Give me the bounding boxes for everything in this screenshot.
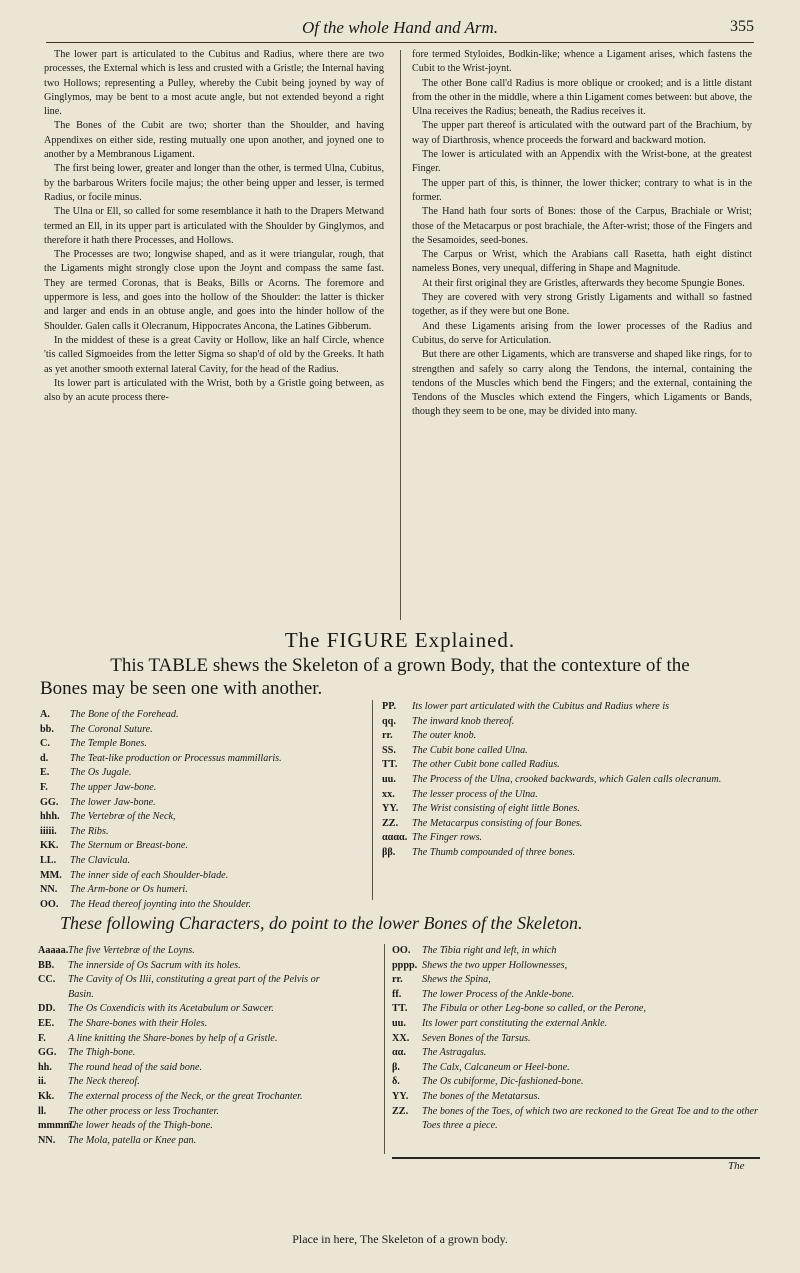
legend-text: The bones of the Toes, of which two are reckoned to the Great Toe and to the other Toes three a piece. [422, 1105, 758, 1132]
legend-text: The outer knob. [412, 730, 477, 742]
legend-key: β. [392, 1061, 400, 1073]
legend-key: E. [40, 767, 50, 779]
legend-entry [38, 959, 348, 974]
legend-key: qq. [382, 715, 396, 727]
section-heading: These following Characters, do point to the lower Bones of the Skeleton. [60, 913, 583, 933]
legend-key: ZZ. [382, 817, 399, 829]
legend-key: C. [40, 738, 50, 750]
legend-divider [372, 700, 373, 900]
legend-text: The Mola, patella or Knee pan. [68, 1134, 197, 1146]
legend-text: The inner side of each Shoulder-blade. [70, 869, 229, 881]
legend-text: The innerside of Os Sacrum with its holes. [68, 959, 241, 971]
legend-text: The bones of the Metatarsus. [422, 1090, 540, 1102]
legend-entry [38, 944, 348, 959]
figure-subtitle-continued: Bones may be seen one with another. [40, 678, 323, 699]
legend-key: LL. [40, 854, 57, 866]
legend-text: The Os Jugale. [70, 767, 132, 779]
legend-text: The round head of the said bone. [68, 1061, 203, 1073]
legend-key: NN. [38, 1134, 56, 1146]
legend-text: Its lower part articulated with the Cubitus and Radius where is [412, 701, 670, 712]
legend-entry [382, 744, 762, 759]
legend-key: δ. [392, 1076, 400, 1088]
legend-key: bb. [40, 723, 54, 735]
legend-key: XX. [392, 1032, 410, 1044]
figure-heading: The FIGURE Explained. [284, 628, 516, 652]
legend-text: The Bone of the Forehead. [70, 709, 179, 720]
legend-entry [40, 723, 330, 738]
legend-text: The Clavicula. [70, 854, 130, 866]
paragraph: In the middest of these is a great Cavity or Hollow, like an half Circle, whence 'tis called Sigmoeides from the letter Sigma so shap'd of old by the Greeks. It hath as yet another smooth external lateral Cavity, for the head of the Radius. [44, 334, 384, 375]
legend-text: The Process of the Ulna, crooked backwards, which Galen calls olecranum. [412, 773, 722, 785]
body-text [44, 48, 756, 623]
legend-entry [38, 1046, 348, 1061]
legend-lower-left [38, 944, 348, 1148]
legend-text: The Calx, Calcaneum or Heel-bone. [422, 1061, 570, 1073]
legend-key: ββ. [382, 846, 396, 858]
legend-key: KK. [40, 840, 59, 852]
legend-entry [38, 1002, 348, 1017]
legend-key: ii. [38, 1076, 47, 1088]
legend-text: The external process of the Neck, or the great Trochanter. [68, 1090, 303, 1102]
paragraph: The other Bone call'd Radius is more oblique or crooked; and is a little distant from the other in the middle, where a thin Ligament comes between: but above, the Ulna receives the Radius; beneath, the Radius receives it. [412, 77, 752, 118]
legend-key: xx. [382, 788, 395, 800]
legend-key: OO. [40, 898, 59, 910]
paragraph: Its lower part is articulated with the Wrist, both by a Gristle going between, as also by an acute process there- [44, 377, 384, 404]
legend-text: The Os cubiforme, Dic-fashioned-bone. [422, 1076, 584, 1088]
legend-entry [392, 1105, 762, 1134]
legend-key: ff. [392, 988, 402, 1000]
legend-entry [382, 729, 762, 744]
paragraph: But there are other Ligaments, which are transverse and shaped like rings, for to strengthen and safely so carry along the Tendons, the internal, containing the tendons of the Muscles which bend the Fingers; and the external, containing the Tendons of the Muscles which extend the Fingers, which Ligaments or Bands, though they seem to be one, may be divided into many. [412, 349, 752, 418]
column-divider [400, 50, 401, 620]
legend-key: F. [38, 1032, 46, 1044]
paragraph: The Processes are two; longwise shaped, and as it were triangular, rough, that the Ligaments might strongly close upon the Joynt and compass the same fast. They are termed Coronas, that is Beaks, Bills or Acorns. The foremore and uppermore is less, and goes into the hollow of the Shoulder: the latter is thicker and larger and ends in an obtuse angle, and goes into the hinder hollow of the Shoulder. Galen calls it Olecranum, Hippocrates Ancona, the Latines Gibberum. [44, 249, 384, 332]
legend-text: A line knitting the Share-bones by help of a Gristle. [68, 1032, 278, 1044]
footer-rule [392, 1157, 760, 1159]
legend-key: YY. [382, 803, 399, 815]
legend-text: The Tibia right and left, in which [422, 945, 557, 956]
legend-entry [40, 796, 330, 811]
legend-key: DD. [38, 1003, 56, 1015]
legend-entry [38, 1061, 348, 1076]
legend-key: d. [40, 752, 49, 764]
page-number: 355 [730, 18, 754, 35]
legend-entry [392, 1002, 762, 1017]
legend-divider [384, 944, 385, 1154]
legend-entry [392, 973, 762, 988]
legend-key: GG. [38, 1047, 57, 1059]
left-column [44, 48, 384, 405]
legend-entry [382, 788, 762, 803]
legend-entry [40, 752, 330, 767]
legend-key: EE. [38, 1017, 55, 1029]
legend-key: NN. [40, 884, 58, 896]
legend-entry [382, 802, 762, 817]
legend-text: The Thigh-bone. [68, 1047, 136, 1059]
legend-text: Shews the two upper Hollownesses, [422, 959, 568, 971]
legend-key: GG. [40, 796, 59, 808]
legend-key: SS. [382, 744, 396, 756]
legend-entry [392, 1032, 762, 1047]
legend-entry [392, 1046, 762, 1061]
legend-text: The other Cubit bone called Radius. [412, 759, 560, 771]
legend-text: The Cubit bone called Ulna. [412, 744, 528, 756]
paragraph: The Bones of the Cubit are two; shorter than the Shoulder, and having Appendixes on either side, resting mutually one upon another, and joyned one to another by a Membranous Ligament. [44, 120, 384, 161]
legend-text: The Wrist consisting of eight little Bones. [412, 803, 580, 815]
legend-text: The lower Jaw-bone. [70, 796, 156, 808]
paragraph: And these Ligaments arising from the lower processes of the Radius and Cubitus, do serve for Articulation. [412, 320, 752, 346]
paragraph: The Carpus or Wrist, which the Arabians call Rasetta, hath eight distinct nameless Bones, very unequal, differing in Shape and Magnitude. [412, 249, 752, 275]
legend-text: The Finger rows. [412, 832, 483, 844]
legend-entry [382, 773, 762, 788]
legend-entry [392, 1017, 762, 1032]
legend-entry [38, 973, 348, 1002]
legend-key: TT. [392, 1003, 408, 1015]
legend-key: αα. [392, 1047, 406, 1059]
legend-text: The inward knob thereof. [412, 715, 515, 727]
legend-entry [392, 988, 762, 1003]
legend-lower-right [392, 944, 762, 1134]
legend-key: Kk. [38, 1090, 55, 1102]
legend-entry [38, 1032, 348, 1047]
legend-entry [392, 944, 762, 959]
legend-key: PP. [382, 701, 397, 712]
legend-key: uu. [392, 1017, 406, 1029]
legend-entry [38, 1119, 348, 1134]
legend-key: TT. [382, 759, 398, 771]
legend-entry [38, 1017, 348, 1032]
running-title: Of the whole Hand and Arm. [301, 18, 499, 37]
paragraph: The lower part is articulated to the Cubitus and Radius, where there are two processes, the External which is less and crusted with a Gristle; the Internal having two Hollows; representing a Pulley, whereby the Cubit being joyned by way of Ginglymos, may be bent to a most acute angle, but not extended beyond a right line. [44, 49, 384, 118]
legend-entry [40, 854, 330, 869]
legend-text: Its lower part constituting the external Ankle. [422, 1017, 608, 1029]
legend-text: The Fibula or other Leg-bone so called, or the Perone, [422, 1003, 646, 1015]
legend-text: The Head thereof joynting into the Shoulder. [70, 898, 251, 910]
legend-entry [382, 831, 762, 846]
legend-text: The Coronal Suture. [70, 723, 153, 735]
legend-key: BB. [38, 959, 55, 971]
legend-key: MM. [40, 869, 62, 881]
legend-text: The lower heads of the Thigh-bone. [68, 1120, 213, 1132]
header-rule [46, 42, 754, 43]
legend-key: rr. [382, 730, 393, 742]
legend-text: The Metacarpus consisting of four Bones. [412, 817, 583, 829]
legend-key: ll. [38, 1105, 47, 1117]
legend-entry [392, 1061, 762, 1076]
legend-upper-left [40, 708, 330, 912]
legend-text: Seven Bones of the Tarsus. [422, 1032, 531, 1044]
legend-entry [382, 700, 762, 715]
paragraph: The Ulna or Ell, so called for some resemblance it hath to the Drapers Metwand termed an Ell, in its upper part is articulated with the Shoulder by Ginglymos, and therefore it hath there Processes, and Hollows. [44, 206, 384, 246]
legend-text: The Teat-like production or Processus mammillaris. [70, 752, 282, 764]
legend-entry [392, 959, 762, 974]
running-header [0, 14, 800, 44]
paragraph: The lower is articulated with an Appendix with the Wrist-bone, at the greatest Finger. [412, 149, 752, 175]
legend-text: The Neck thereof. [68, 1076, 140, 1088]
legend-key: OO. [392, 945, 411, 956]
legend-entry [38, 1105, 348, 1120]
legend-text: The Temple Bones. [70, 738, 147, 750]
legend-text: The Share-bones with their Holes. [68, 1017, 208, 1029]
legend-key: pppp. [392, 959, 418, 971]
legend-key: rr. [392, 974, 403, 986]
legend-entry [40, 839, 330, 854]
legend-key: αααα. [382, 832, 408, 844]
figure-subtitle: This TABLE shews the Skeleton of a grown Body, that the contexture of the [110, 655, 690, 676]
legend-entry [382, 715, 762, 730]
legend-entry [40, 781, 330, 796]
paragraph: The first being lower, greater and longer than the other, is termed Ulna, Cubitus, by the barbarous Writers focile majus; the other being upper and lesser, is termed Radius, or focile minus. [44, 163, 384, 203]
paragraph: The upper part of this, is thinner, the lower thicker; contrary to what is in the former. [412, 177, 752, 203]
legend-key: CC. [38, 974, 56, 986]
legend-entry [38, 1075, 348, 1090]
legend-entry [40, 869, 330, 884]
legend-text: The upper Jaw-bone. [70, 781, 157, 793]
footer-note: Place in here, The Skeleton of a grown body. [292, 1232, 508, 1246]
legend-text: The lesser process of the Ulna. [412, 788, 538, 800]
legend-entry [38, 1090, 348, 1105]
legend-text: The Astragalus. [422, 1047, 487, 1059]
catchword: The [728, 1160, 745, 1172]
legend-key: hhh. [40, 811, 60, 823]
legend-text: The Os Coxendicis with its Acetabulum or Sawcer. [68, 1003, 274, 1015]
paragraph: The upper part thereof is articulated with the outward part of the Brachium, by way of Diarthrosis, whence proceeds the forward and backward motion. [412, 120, 752, 146]
legend-text: The Vertebræ of the Neck, [70, 811, 176, 823]
legend-text: The Sternum or Breast-bone. [70, 840, 188, 852]
legend-text: The lower Process of the Ankle-bone. [422, 988, 575, 1000]
legend-text: The five Vertebræ of the Loyns. [68, 945, 195, 956]
legend-key: mmmm. [38, 1120, 75, 1132]
paragraph: They are covered with very strong Gristly Ligaments and withall so fastned together, as if they were but one Bone. [412, 292, 752, 318]
legend-entry [40, 766, 330, 781]
legend-entry [38, 1134, 348, 1149]
legend-key: A. [40, 709, 50, 720]
legend-entry [382, 846, 762, 861]
legend-key: hh. [38, 1061, 52, 1073]
legend-entry [40, 810, 330, 825]
legend-entry [40, 898, 330, 913]
legend-entry [382, 817, 762, 832]
legend-text: The Ribs. [70, 825, 109, 837]
legend-text: The Thumb compounded of three bones. [412, 846, 576, 858]
legend-key: YY. [392, 1090, 409, 1102]
legend-entry [40, 708, 330, 723]
legend-entry [40, 737, 330, 752]
legend-entry [40, 883, 330, 898]
legend-text: The Arm-bone or Os humeri. [70, 884, 188, 896]
legend-key: uu. [382, 773, 396, 785]
legend-key: iiiii. [40, 825, 57, 837]
legend-entry [392, 1075, 762, 1090]
legend-text: Shews the Spina, [422, 974, 491, 986]
legend-key: ZZ. [392, 1105, 409, 1117]
legend-text: The other process or less Trochanter. [68, 1105, 219, 1117]
legend-text: The Cavity of Os Ilii, constituting a great part of the Pelvis or Basin. [68, 974, 320, 1000]
paragraph: The Hand hath four sorts of Bones: those of the Carpus, Brachiale or Wrist; those of the Metacarpus or post brachiale, the After-wrist; those of the Fingers and the Sesamoides, seed-bones. [412, 206, 752, 246]
paragraph: fore termed Styloides, Bodkin-like; whence a Ligament arises, which fastens the Cubit to the Wrist-joynt. [412, 49, 752, 75]
paragraph: At their first original they are Gristles, afterwards they become Spungie Bones. [422, 277, 745, 289]
legend-entry [392, 1090, 762, 1105]
right-column [412, 48, 752, 420]
legend-upper-right [382, 700, 762, 861]
legend-entry [382, 758, 762, 773]
legend-key: F. [40, 781, 48, 793]
legend-key: Aaaaa. [38, 945, 69, 956]
legend-entry [40, 825, 330, 840]
